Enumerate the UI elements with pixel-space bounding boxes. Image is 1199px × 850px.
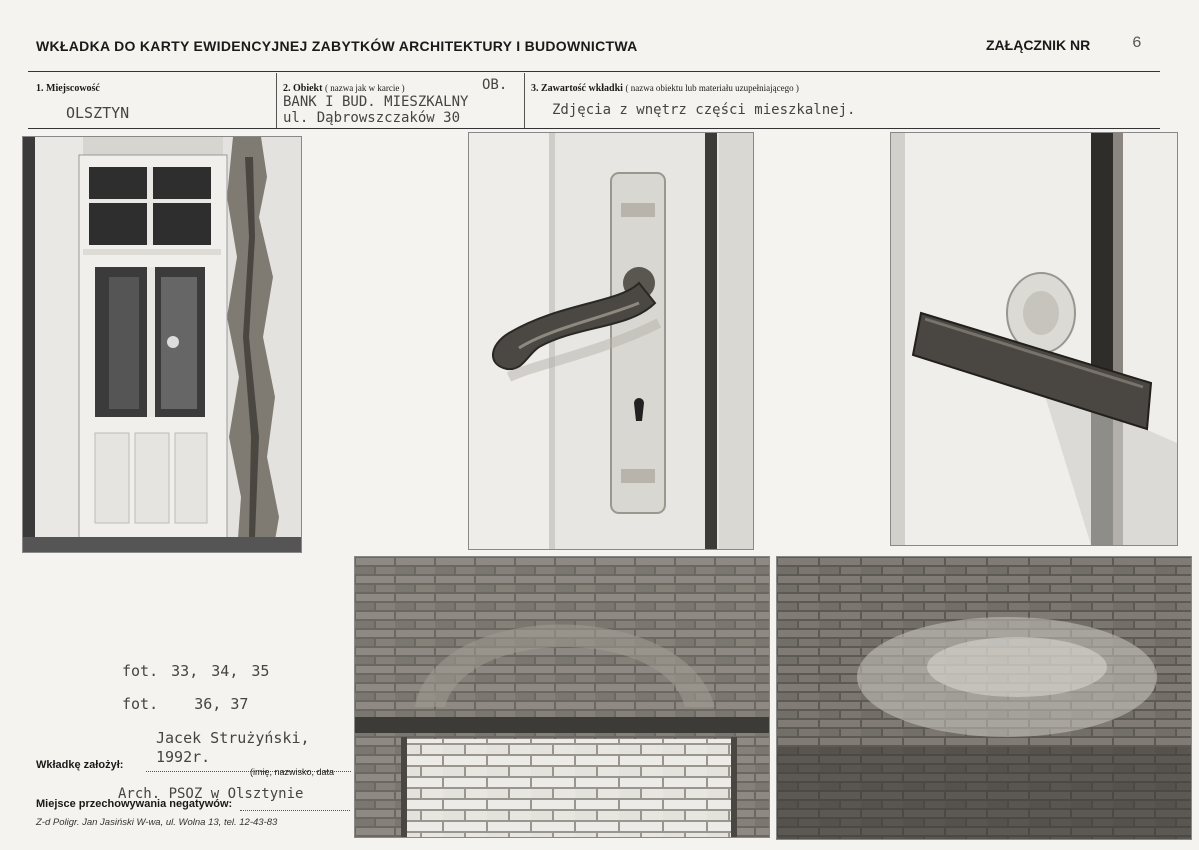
photo-brick-wall (776, 556, 1192, 840)
founder-label: Wkładkę założył: (36, 759, 124, 771)
field-divider-1 (276, 73, 277, 129)
attachment-label: ZAŁĄCZNIK NR (986, 37, 1091, 53)
author-name: Jacek Strużyński, (156, 729, 310, 747)
author-year: 1992r. (156, 748, 211, 766)
attachment-number: 6 (1132, 34, 1142, 52)
form-title: WKŁADKA DO KARTY EWIDENCYJNEJ ZABYTKÓW ARCHITEKTURY I BUDOWNICTWA (36, 38, 638, 54)
fields-rule (28, 128, 1160, 129)
field-2-value-suffix: OB. (482, 77, 508, 93)
field-3-value: Zdjęcia z wnętrz części mieszkalnej. (552, 102, 856, 118)
field-2-value-line2: ul. Dąbrowszczaków 30 (283, 110, 461, 126)
photo-numbers-line-2: fot. 36, 37 (122, 695, 249, 713)
field-divider-2 (524, 73, 525, 129)
photo-numbers-line-1: fot. 33, 34, 35 (122, 662, 270, 680)
field-1-value: OLSZTYN (66, 104, 130, 122)
founder-hint: (imię, nazwisko, data (250, 767, 335, 777)
field-2-label: 2. Obiekt ( nazwa jak w karcie ) (283, 83, 405, 94)
photo-brick-arch (354, 556, 770, 838)
photo-door (22, 136, 302, 553)
storage-dotted-line (240, 810, 350, 811)
photo-window-handle (890, 132, 1178, 546)
field-3-label: 3. Zawartość wkładki ( nazwa obiektu lub materiału uzupełniającego ) (531, 83, 799, 94)
header-rule (28, 71, 1160, 72)
photo-door-handle (468, 132, 754, 550)
printer-imprint: Z-d Poligr. Jan Jasiński W-wa, ul. Wolna 13, tel. 12-43-83 (36, 817, 278, 828)
field-2-value-line1: BANK I BUD. MIESZKALNY (283, 94, 469, 110)
field-1-label: 1. Miejscowość (36, 83, 100, 94)
archive-location: Arch. PSOZ w Olsztynie (118, 786, 304, 802)
storage-label: Miejsce przechowywania negatywów: (36, 798, 233, 810)
